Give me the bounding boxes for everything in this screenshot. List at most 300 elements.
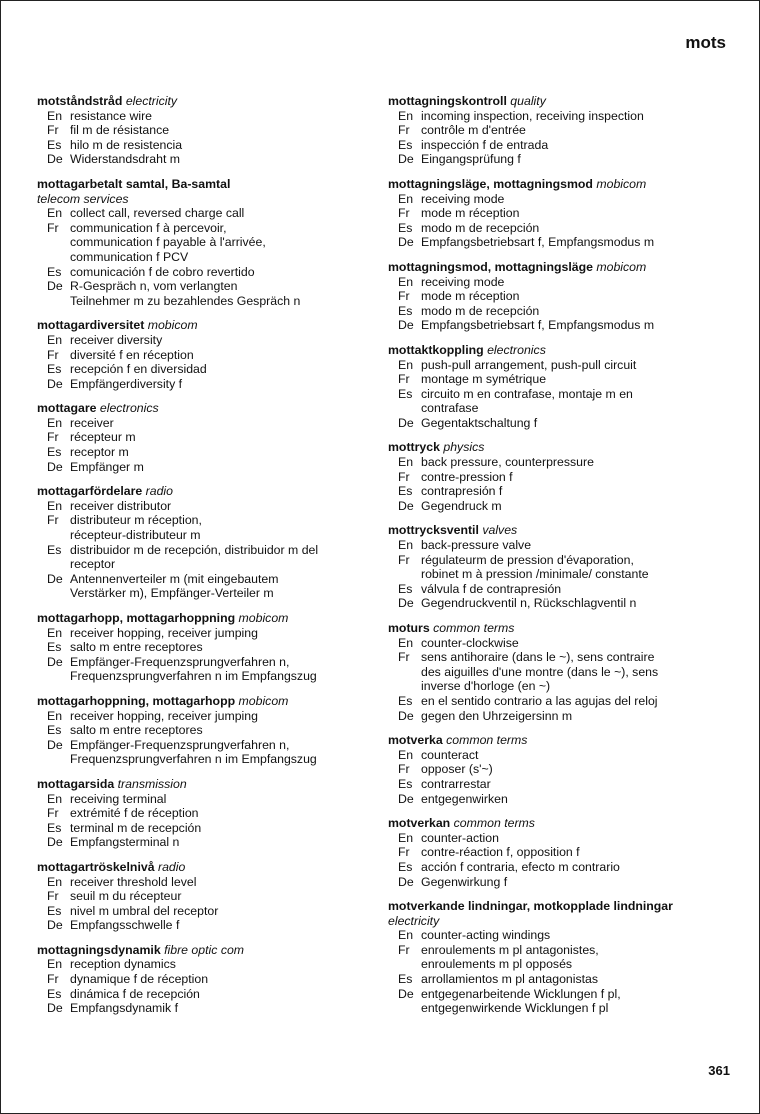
language-code: Fr	[47, 123, 59, 138]
headword: mottagarfördelare	[37, 484, 143, 499]
translation-line	[388, 358, 723, 373]
translation-line	[388, 928, 723, 943]
headword: mottagningsläge, mottagningsmod	[388, 176, 593, 191]
translation-text: fil m de résistance	[70, 123, 170, 138]
translation-text: arrollamientos m pl antagonistas	[421, 972, 599, 987]
language-code: De	[398, 152, 414, 167]
language-code: Fr	[398, 650, 410, 665]
subject-domain: mobicom	[596, 259, 647, 274]
translation-line	[388, 470, 723, 485]
translation-line	[388, 109, 723, 124]
dictionary-entry	[388, 733, 723, 806]
dictionary-entry	[388, 260, 723, 333]
headword: mottagartröskelnivå	[37, 859, 155, 874]
subject-domain: physics	[443, 440, 485, 455]
entry-heading	[388, 733, 723, 748]
entry-heading	[388, 94, 723, 109]
translation-text: Gegendruckventil n, Rückschlagventil n	[421, 596, 637, 611]
translation-line	[37, 543, 372, 558]
translation-line	[388, 416, 723, 431]
headword: mottagarsida	[37, 776, 115, 791]
translation-continuation: récepteur-distributeur m	[70, 528, 201, 543]
translation-line	[37, 709, 372, 724]
language-code: Fr	[398, 206, 410, 221]
translation-text: enroulements m pl antagonistes,	[421, 942, 599, 957]
dictionary-entry	[37, 94, 372, 167]
left-column	[37, 94, 372, 1026]
translation-line	[37, 499, 372, 514]
entry-heading	[37, 484, 372, 499]
language-code: De	[47, 376, 63, 391]
language-code: Es	[47, 640, 62, 655]
entry-heading	[37, 694, 372, 709]
dictionary-entry	[388, 899, 723, 1016]
language-code: De	[398, 708, 414, 723]
translation-line	[388, 694, 723, 709]
translation-line	[388, 553, 723, 568]
translation-text: contrapresión f	[421, 484, 503, 499]
translation-line	[388, 152, 723, 167]
translation-text: válvula f de contrapresión	[421, 581, 562, 596]
translation-line	[37, 972, 372, 987]
language-code: Es	[398, 693, 413, 708]
entry-heading	[388, 523, 723, 538]
translation-text: receiver hopping, receiver jumping	[70, 625, 258, 640]
translation-text: dinámica f de recepción	[70, 986, 200, 1001]
dictionary-entry	[37, 943, 372, 1016]
dictionary-entry	[388, 440, 723, 513]
translation-text: comunicación f de cobro revertido	[70, 264, 255, 279]
translation-line	[388, 860, 723, 875]
translation-line	[388, 777, 723, 792]
translation-text: hilo m de resistencia	[70, 137, 183, 152]
language-code: En	[398, 357, 414, 372]
translation-text: contre-réaction f, opposition f	[421, 845, 580, 860]
headword: mottagningsmod, mottagningsläge	[388, 259, 593, 274]
language-code: Fr	[47, 220, 59, 235]
translation-text: counter-clockwise	[421, 635, 519, 650]
language-code: Fr	[398, 552, 410, 567]
translation-continuation: robinet m à pression /minimale/ constante	[421, 567, 649, 582]
language-code: Es	[47, 820, 62, 835]
translation-continuation: contrafase	[421, 401, 479, 416]
subject-domain: electronics	[487, 342, 546, 357]
language-code: De	[398, 498, 414, 513]
translation-line	[37, 806, 372, 821]
translation-line	[37, 138, 372, 153]
subject-domain: common terms	[453, 816, 535, 831]
headword: mottrycksventil	[388, 523, 479, 538]
language-code: De	[398, 874, 414, 889]
translation-line	[37, 792, 372, 807]
translation-text: seuil m du récepteur	[70, 889, 182, 904]
translation-continuation: Verstärker m), Empfänger-Verteiler m	[70, 586, 274, 601]
language-code: Fr	[398, 123, 410, 138]
entry-heading	[37, 401, 372, 416]
language-code: En	[398, 830, 414, 845]
dictionary-entry	[388, 523, 723, 611]
language-code: Fr	[398, 762, 410, 777]
translation-continuation: inverse d'horloge (en ~)	[421, 679, 551, 694]
language-code: En	[47, 498, 63, 513]
language-code: Fr	[398, 372, 410, 387]
translation-text: distribuidor m de recepción, distribuidor m del	[70, 542, 319, 557]
entry-heading	[388, 260, 723, 275]
translation-text: Empfangsbetriebsart f, Empfangsmodus m	[421, 318, 655, 333]
translation-text: receiver	[70, 415, 114, 430]
headword: mottagardiversitet	[37, 318, 145, 333]
translation-text: receiving mode	[421, 191, 505, 206]
translation-text: inspección f de entrada	[421, 137, 549, 152]
dictionary-entry	[37, 611, 372, 684]
translation-text: receptor m	[70, 445, 129, 460]
language-code: De	[47, 571, 63, 586]
translation-line	[388, 206, 723, 221]
translation-line	[388, 372, 723, 387]
dictionary-entry	[37, 318, 372, 391]
subject-domain: transmission	[117, 776, 187, 791]
translation-line	[388, 304, 723, 319]
translation-text: Gegentaktschaltung f	[421, 415, 538, 430]
translation-line	[388, 455, 723, 470]
translation-text: receiver threshold level	[70, 874, 197, 889]
translation-text: Gegendruck m	[421, 498, 502, 513]
subject-domain: electricity	[125, 94, 178, 108]
headword: mottagarbetalt samtal, Ba-samtal	[37, 176, 231, 191]
translation-line	[388, 138, 723, 153]
language-code: En	[398, 538, 414, 553]
translation-text: récepteur m	[70, 430, 136, 445]
translation-line	[388, 875, 723, 890]
translation-line	[37, 123, 372, 138]
language-code: Es	[398, 386, 413, 401]
translation-text: communication f à percevoir,	[70, 220, 227, 235]
language-code: Fr	[398, 845, 410, 860]
language-code: En	[398, 747, 414, 762]
translation-line	[37, 572, 372, 587]
language-code: Es	[47, 137, 62, 152]
translation-line	[37, 904, 372, 919]
headword: motståndstråd	[37, 94, 123, 108]
translation-text: entgegenarbeitende Wicklungen f pl,	[421, 986, 621, 1001]
translation-line	[388, 762, 723, 777]
headword: mottryck	[388, 440, 440, 455]
translation-text: opposer (s'~)	[421, 762, 493, 777]
translation-line	[37, 889, 372, 904]
language-code: En	[47, 206, 63, 221]
translation-line	[388, 221, 723, 236]
translation-line	[37, 738, 372, 753]
translation-text: nivel m umbral del receptor	[70, 903, 219, 918]
translation-line	[388, 748, 723, 763]
language-code: En	[47, 874, 63, 889]
translation-text: dynamique f de réception	[70, 972, 209, 987]
headword: mottagningskontroll	[388, 94, 507, 108]
translation-continuation: des aiguilles d'une montre (dans le ~), sens	[421, 664, 659, 679]
language-code: Es	[47, 264, 62, 279]
translation-line	[388, 987, 723, 1002]
translation-line	[388, 943, 723, 958]
language-code: En	[47, 108, 63, 123]
subject-domain: quality	[510, 94, 546, 108]
dictionary-entry	[388, 621, 723, 723]
subject-domain: radio	[157, 859, 186, 874]
language-code: En	[398, 108, 414, 123]
translation-line	[388, 387, 723, 402]
translation-line	[37, 835, 372, 850]
translation-line	[37, 430, 372, 445]
translation-text: receiving terminal	[70, 791, 167, 806]
subject-domain: telecom services	[37, 191, 129, 206]
headword: motverka	[388, 733, 443, 748]
translation-text: gegen den Uhrzeigersinn m	[421, 708, 573, 723]
entry-heading	[388, 440, 723, 455]
translation-line	[388, 538, 723, 553]
translation-continuation: Teilnehmer m zu bezahlendes Gespräch n	[70, 293, 301, 308]
translation-line	[37, 109, 372, 124]
language-code: Es	[398, 581, 413, 596]
language-code: En	[398, 274, 414, 289]
translation-text: back-pressure valve	[421, 538, 532, 553]
translation-line	[37, 377, 372, 392]
language-code: De	[398, 791, 414, 806]
translation-text: back pressure, counterpressure	[421, 455, 594, 470]
headword: motverkan	[388, 816, 451, 831]
language-code: De	[47, 152, 63, 167]
dictionary-entry	[388, 816, 723, 889]
translation-line	[37, 1001, 372, 1016]
language-code: Es	[47, 542, 62, 557]
headword: mottagare	[37, 401, 97, 416]
dictionary-entry	[37, 177, 372, 308]
translation-text: counter-acting windings	[421, 928, 551, 943]
translation-continuation: communication f payable à l'arrivée,	[70, 235, 266, 250]
language-code: Es	[398, 484, 413, 499]
dictionary-entry	[37, 777, 372, 850]
language-code: De	[398, 415, 414, 430]
translation-line	[37, 445, 372, 460]
headword: mottaktkoppling	[388, 342, 484, 357]
language-code: En	[47, 332, 63, 347]
dictionary-entry	[388, 177, 723, 250]
translation-text: receiving mode	[421, 274, 505, 289]
language-code: Es	[398, 972, 413, 987]
translation-text: Empfänger-Frequenzsprungverfahren n,	[70, 654, 290, 669]
language-code: De	[47, 835, 63, 850]
language-code: En	[398, 928, 414, 943]
translation-continuation: entgegenwirkende Wicklungen f pl	[421, 1001, 609, 1016]
translation-line	[388, 289, 723, 304]
translation-text: counter-action	[421, 830, 499, 845]
translation-text: modo m de recepción	[421, 303, 540, 318]
translation-text: montage m symétrique	[421, 372, 547, 387]
translation-continuation: Frequenzsprungverfahren n im Empfangszug	[70, 752, 317, 767]
translation-text: Gegenwirkung f	[421, 874, 508, 889]
translation-line	[388, 636, 723, 651]
subject-domain: radio	[145, 484, 174, 499]
language-code: En	[47, 791, 63, 806]
entry-heading	[37, 177, 372, 192]
entry-heading	[388, 343, 723, 358]
language-code: De	[398, 986, 414, 1001]
dictionary-entry	[388, 94, 723, 167]
translation-text: Widerstandsdraht m	[70, 152, 181, 167]
translation-text: entgegenwirken	[421, 791, 508, 806]
language-code: De	[47, 654, 63, 669]
language-code: En	[398, 635, 414, 650]
translation-text: Empfänger m	[70, 459, 144, 474]
translation-line	[388, 709, 723, 724]
language-code: De	[47, 737, 63, 752]
entry-heading	[388, 816, 723, 831]
translation-text: mode m réception	[421, 206, 520, 221]
translation-text: Empfangsbetriebsart f, Empfangsmodus m	[421, 235, 655, 250]
language-code: De	[47, 918, 63, 933]
dictionary-entry	[37, 694, 372, 767]
subject-domain: electricity	[388, 913, 440, 928]
right-column	[388, 94, 723, 1026]
language-code: Es	[47, 903, 62, 918]
translation-line	[388, 192, 723, 207]
subject-domain: mobicom	[238, 693, 289, 708]
translation-text: Empfänger-Frequenzsprungverfahren n,	[70, 737, 290, 752]
translation-text: distributeur m réception,	[70, 513, 202, 528]
translation-text: incoming inspection, receiving inspection	[421, 108, 644, 123]
language-code: En	[398, 191, 414, 206]
translation-line	[388, 845, 723, 860]
translation-line	[388, 318, 723, 333]
language-code: En	[47, 415, 63, 430]
translation-text: counteract	[421, 747, 479, 762]
translation-text: Empfangsterminal n	[70, 835, 180, 850]
language-code: En	[47, 708, 63, 723]
translation-text: mode m réception	[421, 289, 520, 304]
language-code: En	[47, 957, 63, 972]
translation-text: en el sentido contrario a las agujas del reloj	[421, 693, 658, 708]
running-header: mots	[685, 33, 726, 52]
language-code: De	[47, 1001, 63, 1016]
translation-line	[37, 918, 372, 933]
translation-continuation: enroulements m pl opposés	[421, 957, 573, 972]
language-code: Es	[398, 859, 413, 874]
translation-text: contrôle m d'entrée	[421, 123, 526, 138]
translation-line	[37, 152, 372, 167]
translation-line	[37, 348, 372, 363]
entry-heading	[37, 94, 372, 109]
translation-text: receiver distributor	[70, 498, 172, 513]
translation-text: extrémité f de réception	[70, 806, 199, 821]
language-code: Es	[398, 776, 413, 791]
translation-text: salto m entre receptores	[70, 640, 203, 655]
translation-text: reception dynamics	[70, 957, 176, 972]
dictionary-entry	[37, 484, 372, 601]
subject-domain: mobicom	[596, 176, 647, 191]
headword: moturs	[388, 621, 430, 635]
translation-line	[37, 723, 372, 738]
entry-heading	[388, 177, 723, 192]
translation-line	[37, 987, 372, 1002]
translation-text: circuito m en contrafase, montaje m en	[421, 386, 633, 401]
translation-line	[37, 821, 372, 836]
translation-line	[37, 362, 372, 377]
headword: motverkande lindningar, motkopplade lindningar	[388, 899, 673, 914]
language-code: Fr	[398, 289, 410, 304]
entry-heading	[388, 899, 723, 914]
dictionary-entry	[37, 860, 372, 933]
translation-line	[388, 596, 723, 611]
translation-line	[37, 333, 372, 348]
language-code: Fr	[47, 347, 59, 362]
entry-heading	[37, 777, 372, 792]
translation-line	[37, 416, 372, 431]
headword: mottagningsdynamik	[37, 942, 161, 957]
translation-text: R-Gespräch n, vom verlangten	[70, 279, 238, 294]
translation-line	[388, 650, 723, 665]
subject-domain: valves	[482, 523, 518, 538]
translation-text: sens antihoraire (dans le ~), sens contraire	[421, 650, 655, 665]
translation-text: acción f contraria, efecto m contrario	[421, 859, 620, 874]
translation-line	[37, 221, 372, 236]
translation-text: salto m entre receptores	[70, 723, 203, 738]
translation-line	[37, 460, 372, 475]
language-code: Fr	[47, 513, 59, 528]
translation-line	[388, 123, 723, 138]
headword: mottagarhopp, mottagarhoppning	[37, 611, 236, 625]
translation-line	[388, 484, 723, 499]
translation-line	[388, 972, 723, 987]
language-code: Fr	[47, 972, 59, 987]
translation-text: recepción f en diversidad	[70, 362, 207, 377]
translation-continuation: receptor	[70, 557, 116, 572]
subject-domain: mobicom	[238, 611, 289, 625]
translation-text: Empfangsschwelle f	[70, 918, 180, 933]
translation-text: Empfängerdiversity f	[70, 376, 183, 391]
entry-heading	[37, 611, 372, 626]
translation-continuation: Frequenzsprungverfahren n im Empfangszug	[70, 669, 317, 684]
translation-line	[37, 279, 372, 294]
language-code: En	[47, 625, 63, 640]
language-code: En	[398, 455, 414, 470]
translation-text: contrarrestar	[421, 776, 491, 791]
language-code: Fr	[47, 806, 59, 821]
translation-text: push-pull arrangement, push-pull circuit	[421, 357, 637, 372]
subject-domain: mobicom	[147, 318, 198, 333]
translation-text: Antennenverteiler m (mit eingebautem	[70, 571, 279, 586]
translation-line	[37, 513, 372, 528]
language-code: Es	[398, 220, 413, 235]
translation-text: receiver hopping, receiver jumping	[70, 708, 258, 723]
translation-line	[37, 957, 372, 972]
entry-heading	[37, 943, 372, 958]
translation-text: régulateurm de pression d'évaporation,	[421, 552, 634, 567]
translation-text: Eingangsprüfung f	[421, 152, 521, 167]
subject-domain: fibre optic com	[164, 942, 245, 957]
entry-heading	[37, 318, 372, 333]
translation-line	[388, 499, 723, 514]
translation-text: collect call, reversed charge call	[70, 206, 245, 221]
entry-heading	[37, 860, 372, 875]
language-code: Es	[398, 303, 413, 318]
subject-domain: common terms	[446, 733, 528, 748]
language-code: Es	[398, 137, 413, 152]
translation-text: contre-pression f	[421, 469, 513, 484]
language-code: Es	[47, 723, 62, 738]
translation-line	[388, 831, 723, 846]
language-code: De	[47, 279, 63, 294]
translation-line	[37, 265, 372, 280]
translation-line	[37, 626, 372, 641]
translation-continuation: communication f PCV	[70, 249, 189, 264]
